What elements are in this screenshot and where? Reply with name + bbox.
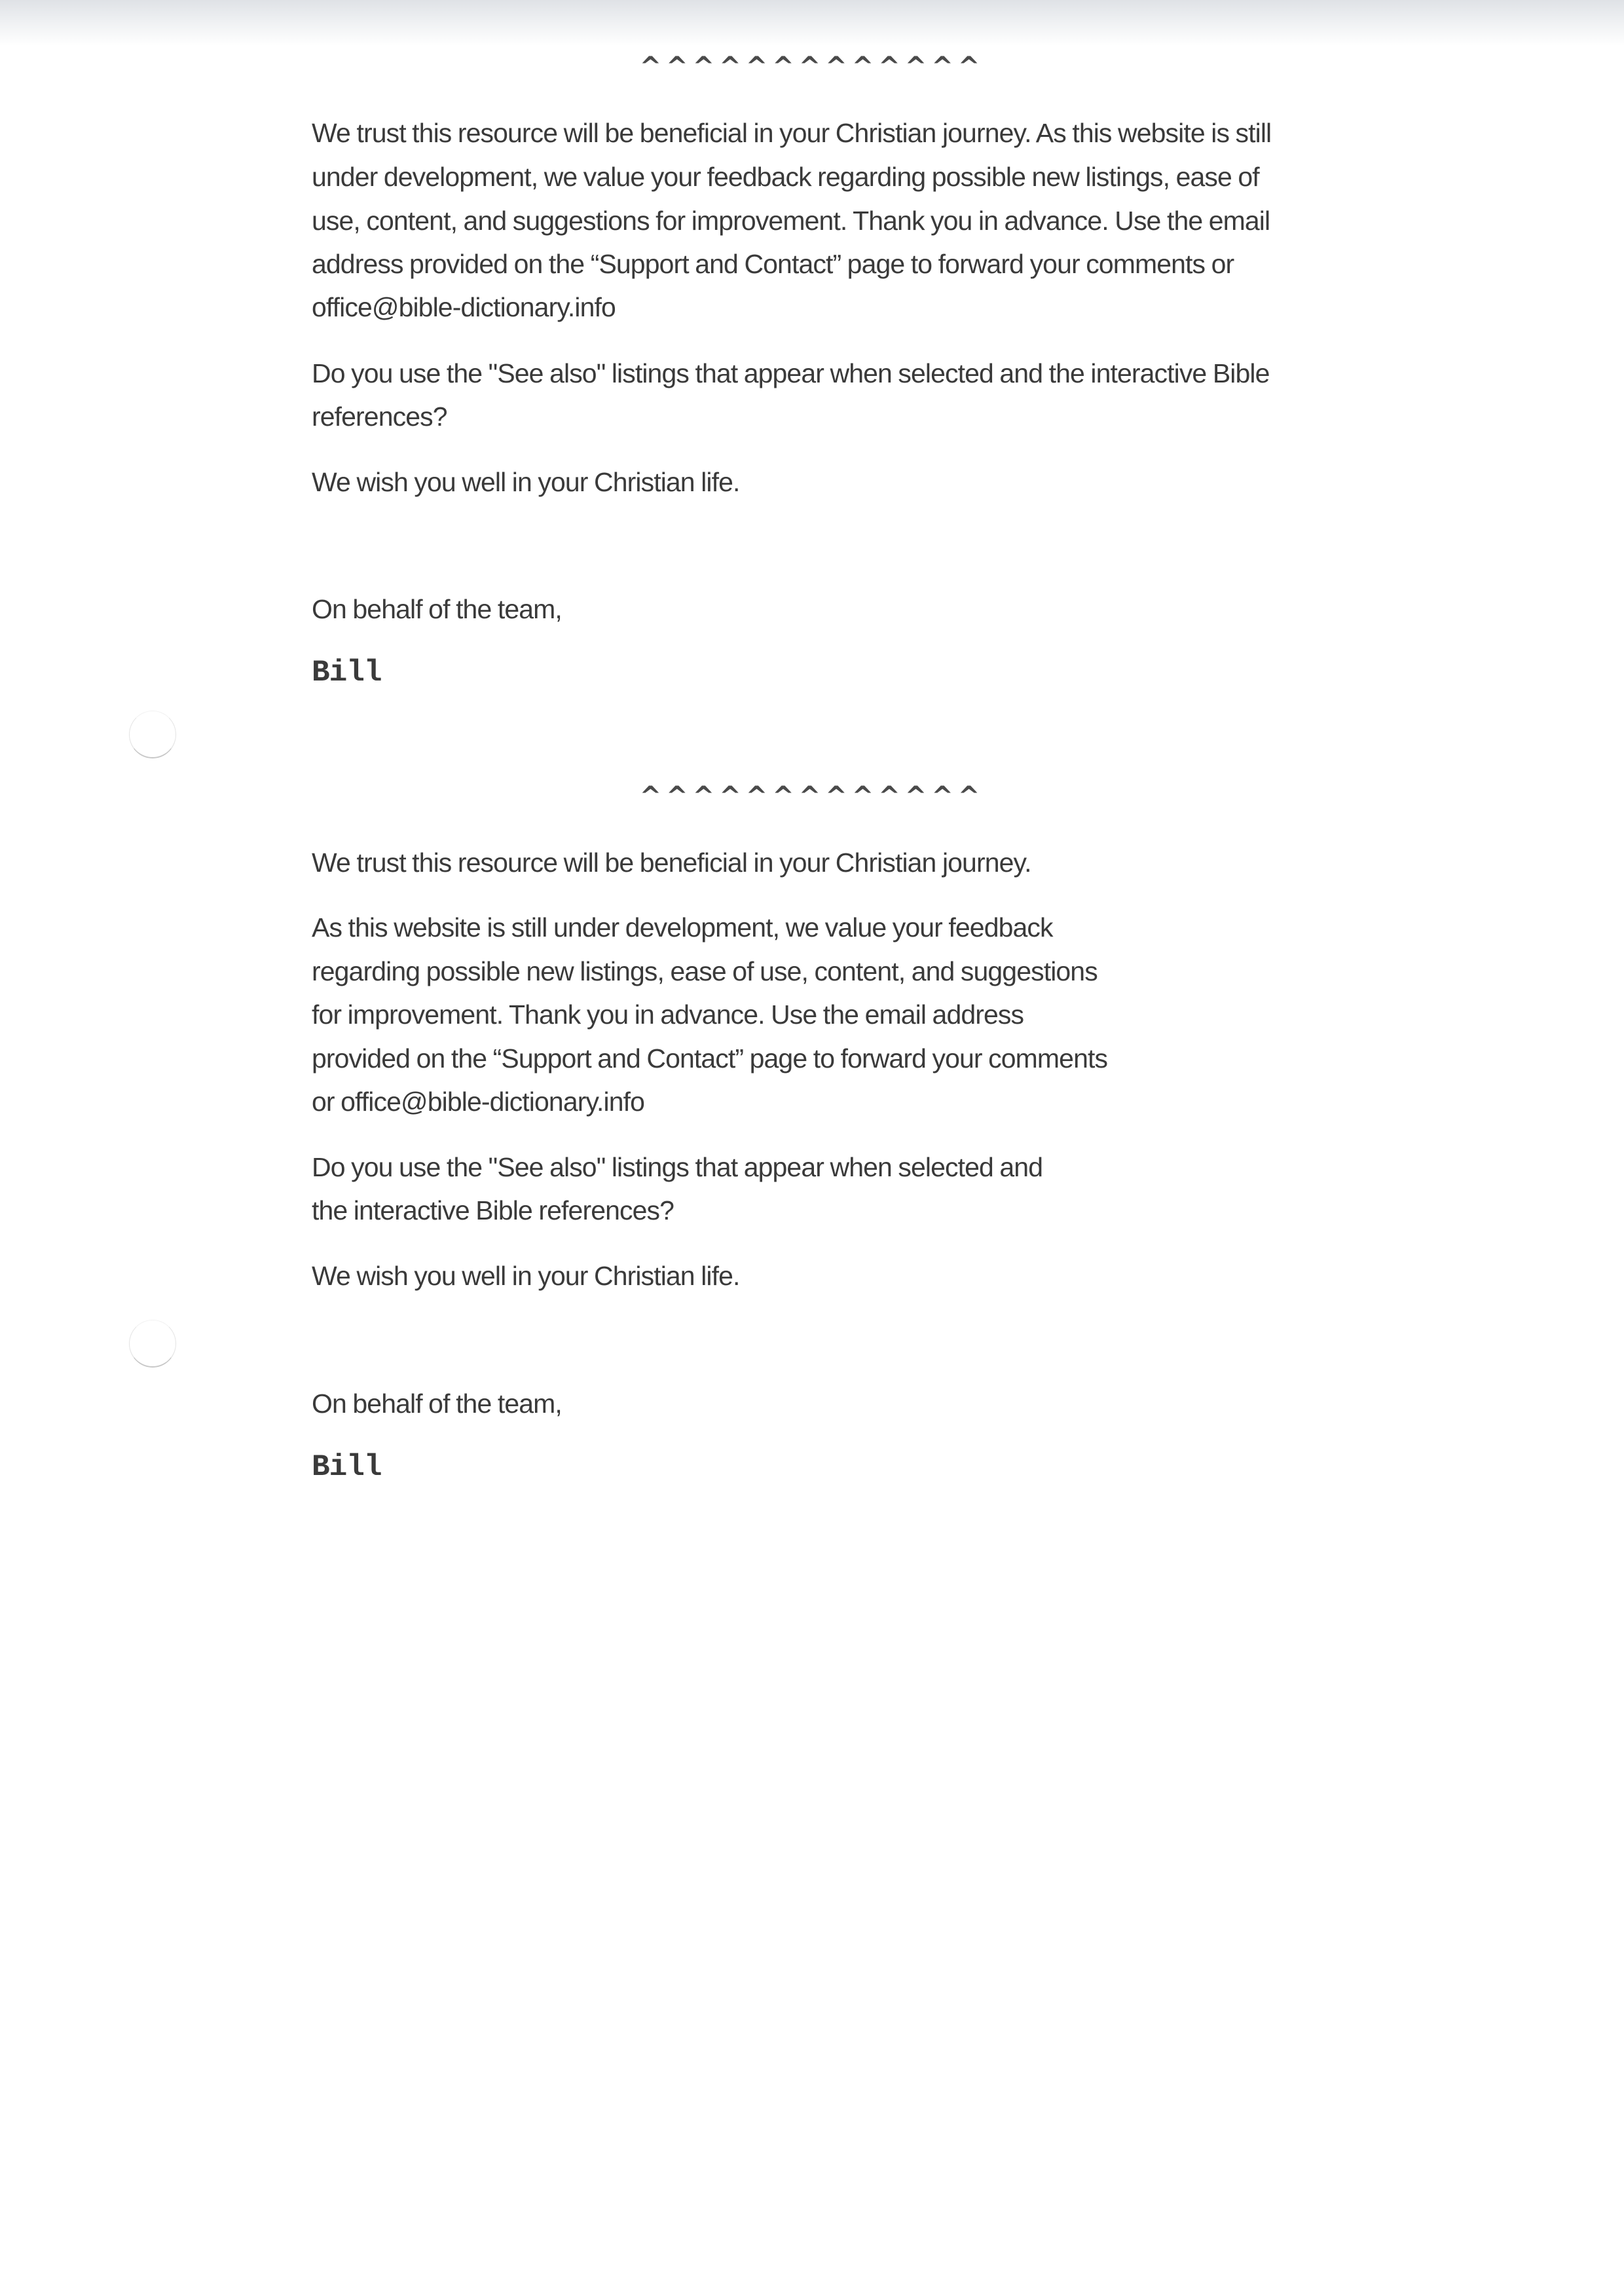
text-line: Do you use the "See also" listings that appear when selected and xyxy=(312,1152,1043,1182)
text-line: regarding possible new listings, ease of use, content, and suggestions xyxy=(312,956,1098,986)
text-line: references? xyxy=(312,401,447,432)
closing-line: On behalf of the team, xyxy=(312,594,562,624)
caret-separator: ^^^^^^^^^^^^^ xyxy=(639,52,985,82)
text-line: Do you use the "See also" listings that appear when selected and the interactive Bible xyxy=(312,358,1270,388)
text-line: use, content, and suggestions for improvement. Thank you in advance. Use the email xyxy=(312,206,1270,236)
text-line: provided on the “Support and Contact” page to forward your comments xyxy=(312,1043,1108,1073)
text-line: for improvement. Thank you in advance. Use the email address xyxy=(312,999,1024,1030)
email-link-text: office@bible-dictionary.info xyxy=(312,292,616,322)
caret-separator: ^^^^^^^^^^^^^ xyxy=(639,781,985,812)
email-link-text: or office@bible-dictionary.info xyxy=(312,1087,645,1117)
text-line: the interactive Bible references? xyxy=(312,1195,674,1225)
text-line: We wish you well in your Christian life. xyxy=(312,1261,740,1291)
signature: Bill xyxy=(312,1450,382,1484)
signature: Bill xyxy=(312,656,382,690)
text-line: We trust this resource will be beneficial in your Christian journey. xyxy=(312,848,1031,878)
text-line: As this website is still under development, we value your feedback xyxy=(312,912,1053,942)
text-line: under development, we value your feedback regarding possible new listings, ease of xyxy=(312,162,1259,192)
text-line: We trust this resource will be beneficial in your Christian journey. As this website is still xyxy=(312,118,1272,148)
text-line: address provided on the “Support and Contact” page to forward your comments or xyxy=(312,249,1234,279)
text-line: We wish you well in your Christian life. xyxy=(312,467,740,497)
closing-line: On behalf of the team, xyxy=(312,1389,562,1419)
